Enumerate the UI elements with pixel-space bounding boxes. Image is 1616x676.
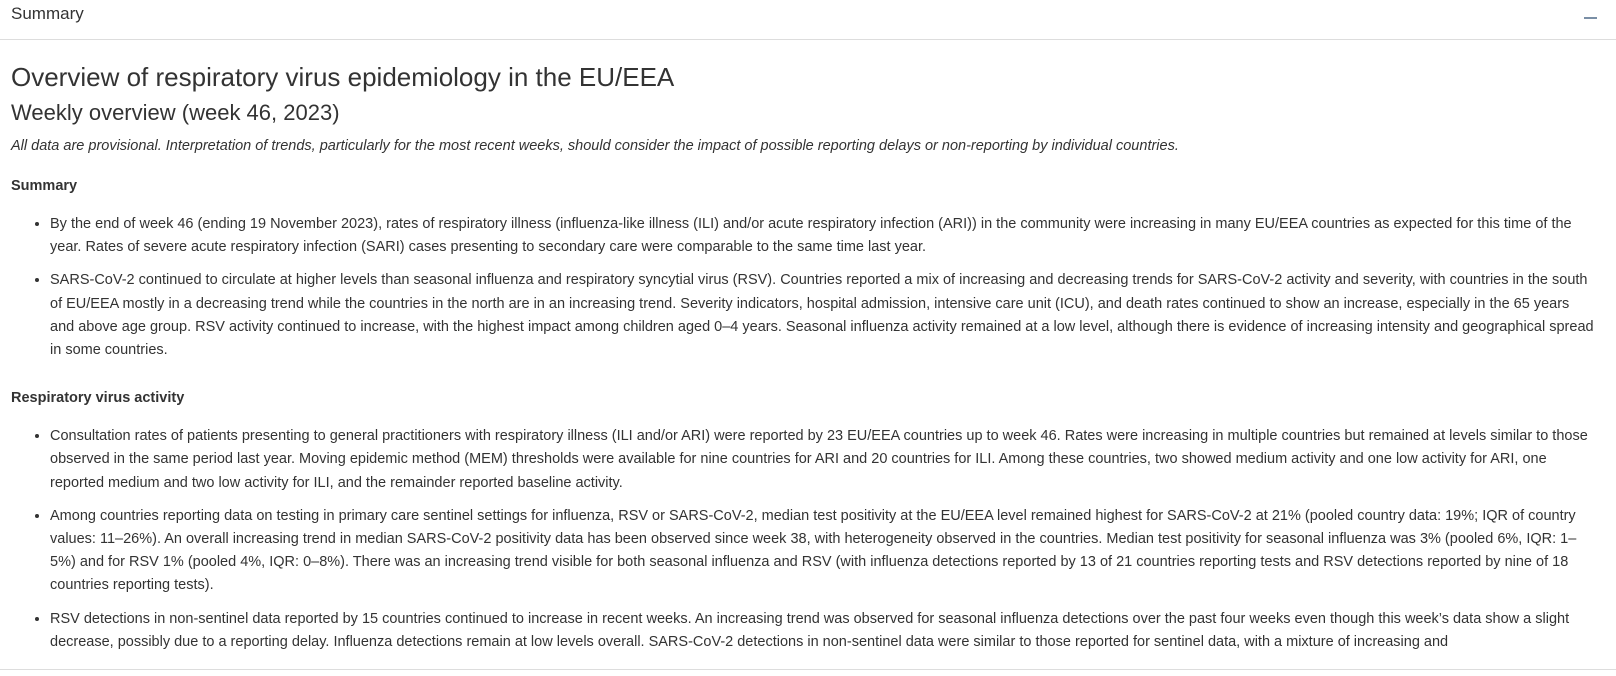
minus-icon[interactable] <box>1584 10 1598 24</box>
list-item: • By the end of week 46 (ending 19 November 2023), rates of respiratory illness (influenza-like illness (ILI) and/or acute respiratory infection (ARI)) in the community were increasing in many EU/EEA countries as expected for this time of the year. Rates of severe acute respiratory infection (SARI) cases presenting to secondary care were comparable to the same time last year. <box>50 213 1605 259</box>
list-item: • RSV detections in non-sentinel data reported by 15 countries continued to increase in recent weeks. An increasing trend was observed for seasonal influenza detections over the past four weeks even though this week’s data show a slight decrease, possibly due to a reporting delay. Influenza detections remain at low levels overall. SARS-CoV-2 detections in non-sentinel data were similar to those reported for sentinel data, with a mixture of increasing and <box>50 608 1605 654</box>
activity-heading: Respiratory virus activity <box>11 390 185 407</box>
list-item: • SARS-CoV-2 continued to circulate at higher levels than seasonal influenza and respiratory syncytial virus (RSV). Countries reported a mix of increasing and decreasing trends for SARS-CoV-2 activity and severity, with countries in the south of EU/EEA mostly in a decreasing trend while the countries in the north are in an increasing trend. Severity indicators, hospital admission, intensive care unit (ICU), and death rates continued to show an increase, especially in the 65 years and above age group. RSV activity continued to increase, with the highest impact among children aged 0–4 years. Seasonal influenza activity remained at a low level, although there is evidence of increasing intensity and geographical spread in some countries. <box>50 269 1605 362</box>
collapse-bar <box>1584 17 1597 19</box>
summary-list <box>11 213 1605 362</box>
panel-title: Summary <box>11 4 84 23</box>
panel-header[interactable] <box>0 0 1616 40</box>
list-item: • Consultation rates of patients presenting to general practitioners with respiratory illness (ILI and/or ARI) were reported by 23 EU/EEA countries up to week 46. Rates were increasing in multiple countries but remained at levels similar to those observed in the same period last year. Moving epidemic method (MEM) thresholds were available for nine countries for ARI and 20 countries for ILI. Among these countries, two showed medium activity and one low activity for ARI, one reported medium and two low activity for ILI, and the remainder reported baseline activity. <box>50 425 1605 495</box>
activity-list <box>11 425 1605 654</box>
page-subtitle: Weekly overview (week 46, 2023) <box>11 100 340 125</box>
page-title: Overview of respiratory virus epidemiology in the EU/EEA <box>11 62 675 92</box>
summary-heading: Summary <box>11 178 78 194</box>
panel-body <box>0 60 1616 654</box>
disclaimer-text: All data are provisional. Interpretation of trends, particularly for the most recent weeks, should consider the impact of possible reporting delays or non-reporting by individual countries. <box>11 138 1179 154</box>
list-item: • Among countries reporting data on testing in primary care sentinel settings for influenza, RSV or SARS-CoV-2, median test positivity at the EU/EEA level remained highest for SARS-CoV-2 at 21% (pooled country data: 19%; IQR of country values: 11–26%). An overall increasing trend in median SARS-CoV-2 positivity data has been observed since week 38, with heterogeneity observed in the countries. Median test positivity for seasonal influenza was 3% (pooled 6%, IQR: 1–5%) and for RSV 1% (pooled 4%, IQR: 0–8%). There was an increasing trend visible for both seasonal influenza and RSV (with influenza detections reported by 13 of 21 countries reporting tests and RSV detections reported by nine of 18 countries reporting tests). <box>50 505 1605 598</box>
